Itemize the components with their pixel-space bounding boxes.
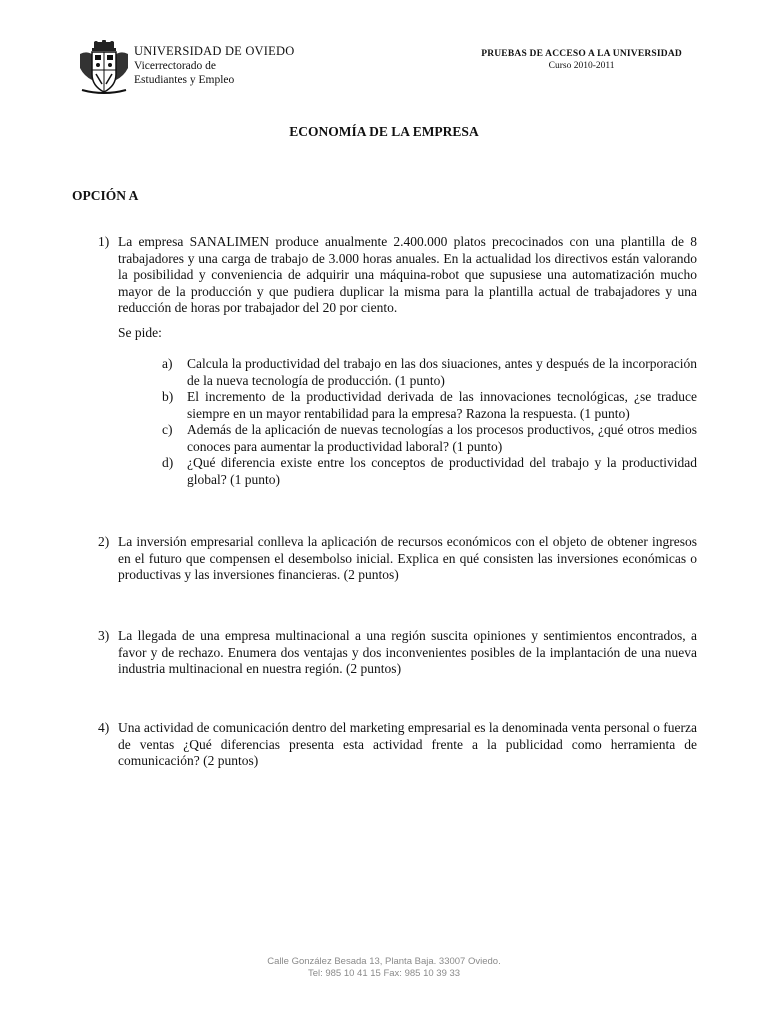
sub-question-text: Además de la aplicación de nuevas tecnologías a los procesos productivos, ¿qué otros medios conoces para aumentar la productividad laboral? (1 punto) xyxy=(187,422,697,454)
department-line-1: Vicerrectorado de xyxy=(134,60,216,72)
exam-course: Curso 2010-2011 xyxy=(548,61,615,71)
question-text: La llegada de una empresa multinacional a una región suscita opiniones y sentimientos encontrados, a favor y de rechazo. Enumera dos ventajas y dos inconvenientes posibles de la implantación de una nueva industria multinacional en nuestra región. (2 puntos) xyxy=(118,628,697,676)
sub-question-letter: d) xyxy=(162,455,174,470)
document-title: ECONOMÍA DE LA EMPRESA xyxy=(289,124,479,139)
sub-question-b xyxy=(162,389,697,422)
question-number: 3) xyxy=(98,628,110,643)
sub-question-text: Calcula la productividad del trabajo en las dos siuaciones, antes y después de la incorporación de la nueva tecnología de producción. (1 punto) xyxy=(187,356,697,388)
footer-address: Calle González Besada 13, Planta Baja. 33007 Oviedo. xyxy=(267,956,501,967)
question-text: La empresa SANALIMEN produce anualmente 2.400.000 platos precocinados con una plantilla de 8 trabajadores y una carga de trabajo de 3.000 horas anuales. En la actualidad los directivos están valorando la posibilidad y conveniencia de adquirir una máquina-robot que supusiese una automatización mucho mayor de la producción y que pudiera duplicar la misma para la plantilla actual de trabajadores y una reducción de horas por trabajador del 20 por ciento. xyxy=(118,234,697,315)
sub-question-c xyxy=(162,422,697,455)
question-number: 1) xyxy=(98,234,110,249)
question-text: La inversión empresarial conlleva la aplicación de recursos económicos con el objeto de obtener ingresos en el futuro que compensen el desembolso inicial. Explica en qué consisten las inversiones económicas o productivas y las inversiones financieras. (2 puntos) xyxy=(118,534,697,582)
question-2 xyxy=(98,534,697,584)
sub-question-letter: c) xyxy=(162,422,173,437)
sub-question-text: ¿Qué diferencia existe entre los conceptos de productividad del trabajo y la productividad global? (1 punto) xyxy=(187,455,697,487)
question-prompt: Se pide: xyxy=(118,325,162,340)
footer-phones: Tel: 985 10 41 15 Fax: 985 10 39 33 xyxy=(307,967,461,979)
question-number: 2) xyxy=(98,534,110,549)
sub-question-letter: b) xyxy=(162,389,174,404)
question-4 xyxy=(98,720,697,770)
university-crest-icon xyxy=(78,40,130,96)
sub-question-a xyxy=(162,356,697,389)
exam-title: PRUEBAS DE ACCESO A LA UNIVERSIDAD xyxy=(481,49,682,59)
university-logo xyxy=(78,40,295,98)
question-number: 4) xyxy=(98,720,110,735)
department-line-2: Estudiantes y Empleo xyxy=(134,74,235,86)
exam-header xyxy=(481,48,682,72)
question-text: Una actividad de comunicación dentro del marketing empresarial es la denominada venta personal o fuerza de ventas ¿Qué diferencias presenta esta actividad frente a la publicidad como herramienta de comunicación? (2 puntos) xyxy=(118,720,697,768)
university-name: UNIVERSIDAD DE OVIEDO xyxy=(134,44,295,58)
question-1 xyxy=(98,234,697,317)
sub-question-text: El incremento de la productividad derivada de las innovaciones tecnológicas, ¿se traduce siempre en un mayor rentabilidad para la empresa? Razona la respuesta. (1 punto) xyxy=(187,389,697,421)
sub-question-letter: a) xyxy=(162,356,173,371)
sub-question-d xyxy=(162,455,697,488)
question-3 xyxy=(98,628,697,678)
footer xyxy=(0,956,768,979)
option-heading: OPCIÓN A xyxy=(72,188,139,203)
